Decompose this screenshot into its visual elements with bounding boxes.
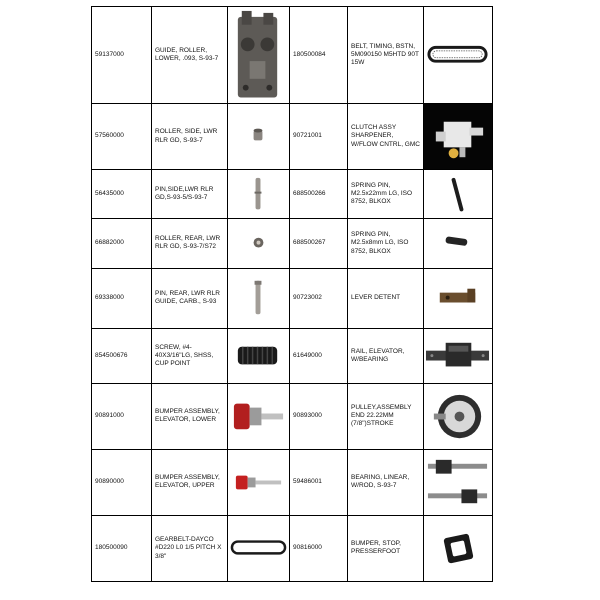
part-number-cell: 57560000 — [92, 104, 152, 170]
part-number-cell: 56435000 — [92, 170, 152, 219]
description-cell: SCREW, #4-40X3/16"LG, SHSS, CUP POINT — [152, 328, 228, 383]
part-number-cell: 59486001 — [290, 449, 348, 515]
part-number-cell: 688500267 — [290, 219, 348, 268]
description-cell: RAIL, ELEVATOR, W/BEARING — [348, 328, 424, 383]
table-row — [92, 515, 493, 581]
part-number-cell: 90816000 — [290, 515, 348, 581]
table-row — [92, 170, 493, 219]
part-number-cell: 90890000 — [92, 449, 152, 515]
description-cell: PULLEY,ASSEMBLY END 22.22MM (7/8")STROKE — [348, 383, 424, 449]
part-number-cell: 90723002 — [290, 268, 348, 328]
table-row — [92, 219, 493, 268]
clutch-assembly-image — [424, 104, 493, 170]
description-cell: SPRING PIN, M2.5x22mm LG, ISO 8752, BLKOX — [348, 170, 424, 219]
table-row — [92, 268, 493, 328]
table-row — [92, 383, 493, 449]
bumper-upper-image — [228, 449, 290, 515]
spring-pin-short-image — [424, 219, 493, 268]
gearbelt-image — [228, 515, 290, 581]
description-cell: BUMPER ASSEMBLY, ELEVATOR, UPPER — [152, 449, 228, 515]
description-cell: GEARBELT-DAYCO #D220 L0 1/5 PITCH X 3/8" — [152, 515, 228, 581]
side-pin-image — [228, 170, 290, 219]
description-cell: LEVER DETENT — [348, 268, 424, 328]
pulley-assembly-image — [424, 383, 493, 449]
part-number-cell: 69338000 — [92, 268, 152, 328]
parts-table — [91, 6, 493, 582]
linear-bearing-image — [424, 449, 493, 515]
roller-guide-image — [228, 7, 290, 104]
description-cell: SPRING PIN, M2.5x8mm LG, ISO 8752, BLKOX — [348, 219, 424, 268]
description-cell: GUIDE, ROLLER, LOWER, .093, S-93-7 — [152, 7, 228, 104]
description-cell: BELT, TIMING, BSTN, 5M090150 M5HTD 90T 15W — [348, 7, 424, 104]
screw-image — [228, 328, 290, 383]
part-number-cell: 180500084 — [290, 7, 348, 104]
table-row — [92, 328, 493, 383]
spring-pin-long-image — [424, 170, 493, 219]
part-number-cell: 66882000 — [92, 219, 152, 268]
bumper-lower-image — [228, 383, 290, 449]
description-cell: BEARING, LINEAR, W/ROD, S-93-7 — [348, 449, 424, 515]
part-number-cell: 61649000 — [290, 328, 348, 383]
description-cell: BUMPER ASSEMBLY, ELEVATOR, LOWER — [152, 383, 228, 449]
lever-detent-image — [424, 268, 493, 328]
part-number-cell: 688500266 — [290, 170, 348, 219]
description-cell: ROLLER, SIDE, LWR RLR GD, S-93-7 — [152, 104, 228, 170]
description-cell: BUMPER, STOP, PRESSERFOOT — [348, 515, 424, 581]
table-row — [92, 104, 493, 170]
part-number-cell: 90721001 — [290, 104, 348, 170]
timing-belt-image — [424, 7, 493, 104]
presserfoot-bumper-image — [424, 515, 493, 581]
part-number-cell: 854500676 — [92, 328, 152, 383]
description-cell: PIN, REAR, LWR RLR GUIDE, CARB., S-93 — [152, 268, 228, 328]
table-row — [92, 7, 493, 104]
rear-roller-image — [228, 219, 290, 268]
rear-pin-image — [228, 268, 290, 328]
table-row — [92, 449, 493, 515]
side-roller-image — [228, 104, 290, 170]
description-cell: CLUTCH ASSY SHARPENER, W/FLOW CNTRL, GMC — [348, 104, 424, 170]
part-number-cell: 180500090 — [92, 515, 152, 581]
description-cell: PIN,SIDE,LWR RLR GD,S-93-5/S-93-7 — [152, 170, 228, 219]
part-number-cell: 90891000 — [92, 383, 152, 449]
description-cell: ROLLER, REAR, LWR RLR GD, S-93-7/S72 — [152, 219, 228, 268]
part-number-cell: 90893000 — [290, 383, 348, 449]
part-number-cell: 59137000 — [92, 7, 152, 104]
elevator-rail-image — [424, 328, 493, 383]
